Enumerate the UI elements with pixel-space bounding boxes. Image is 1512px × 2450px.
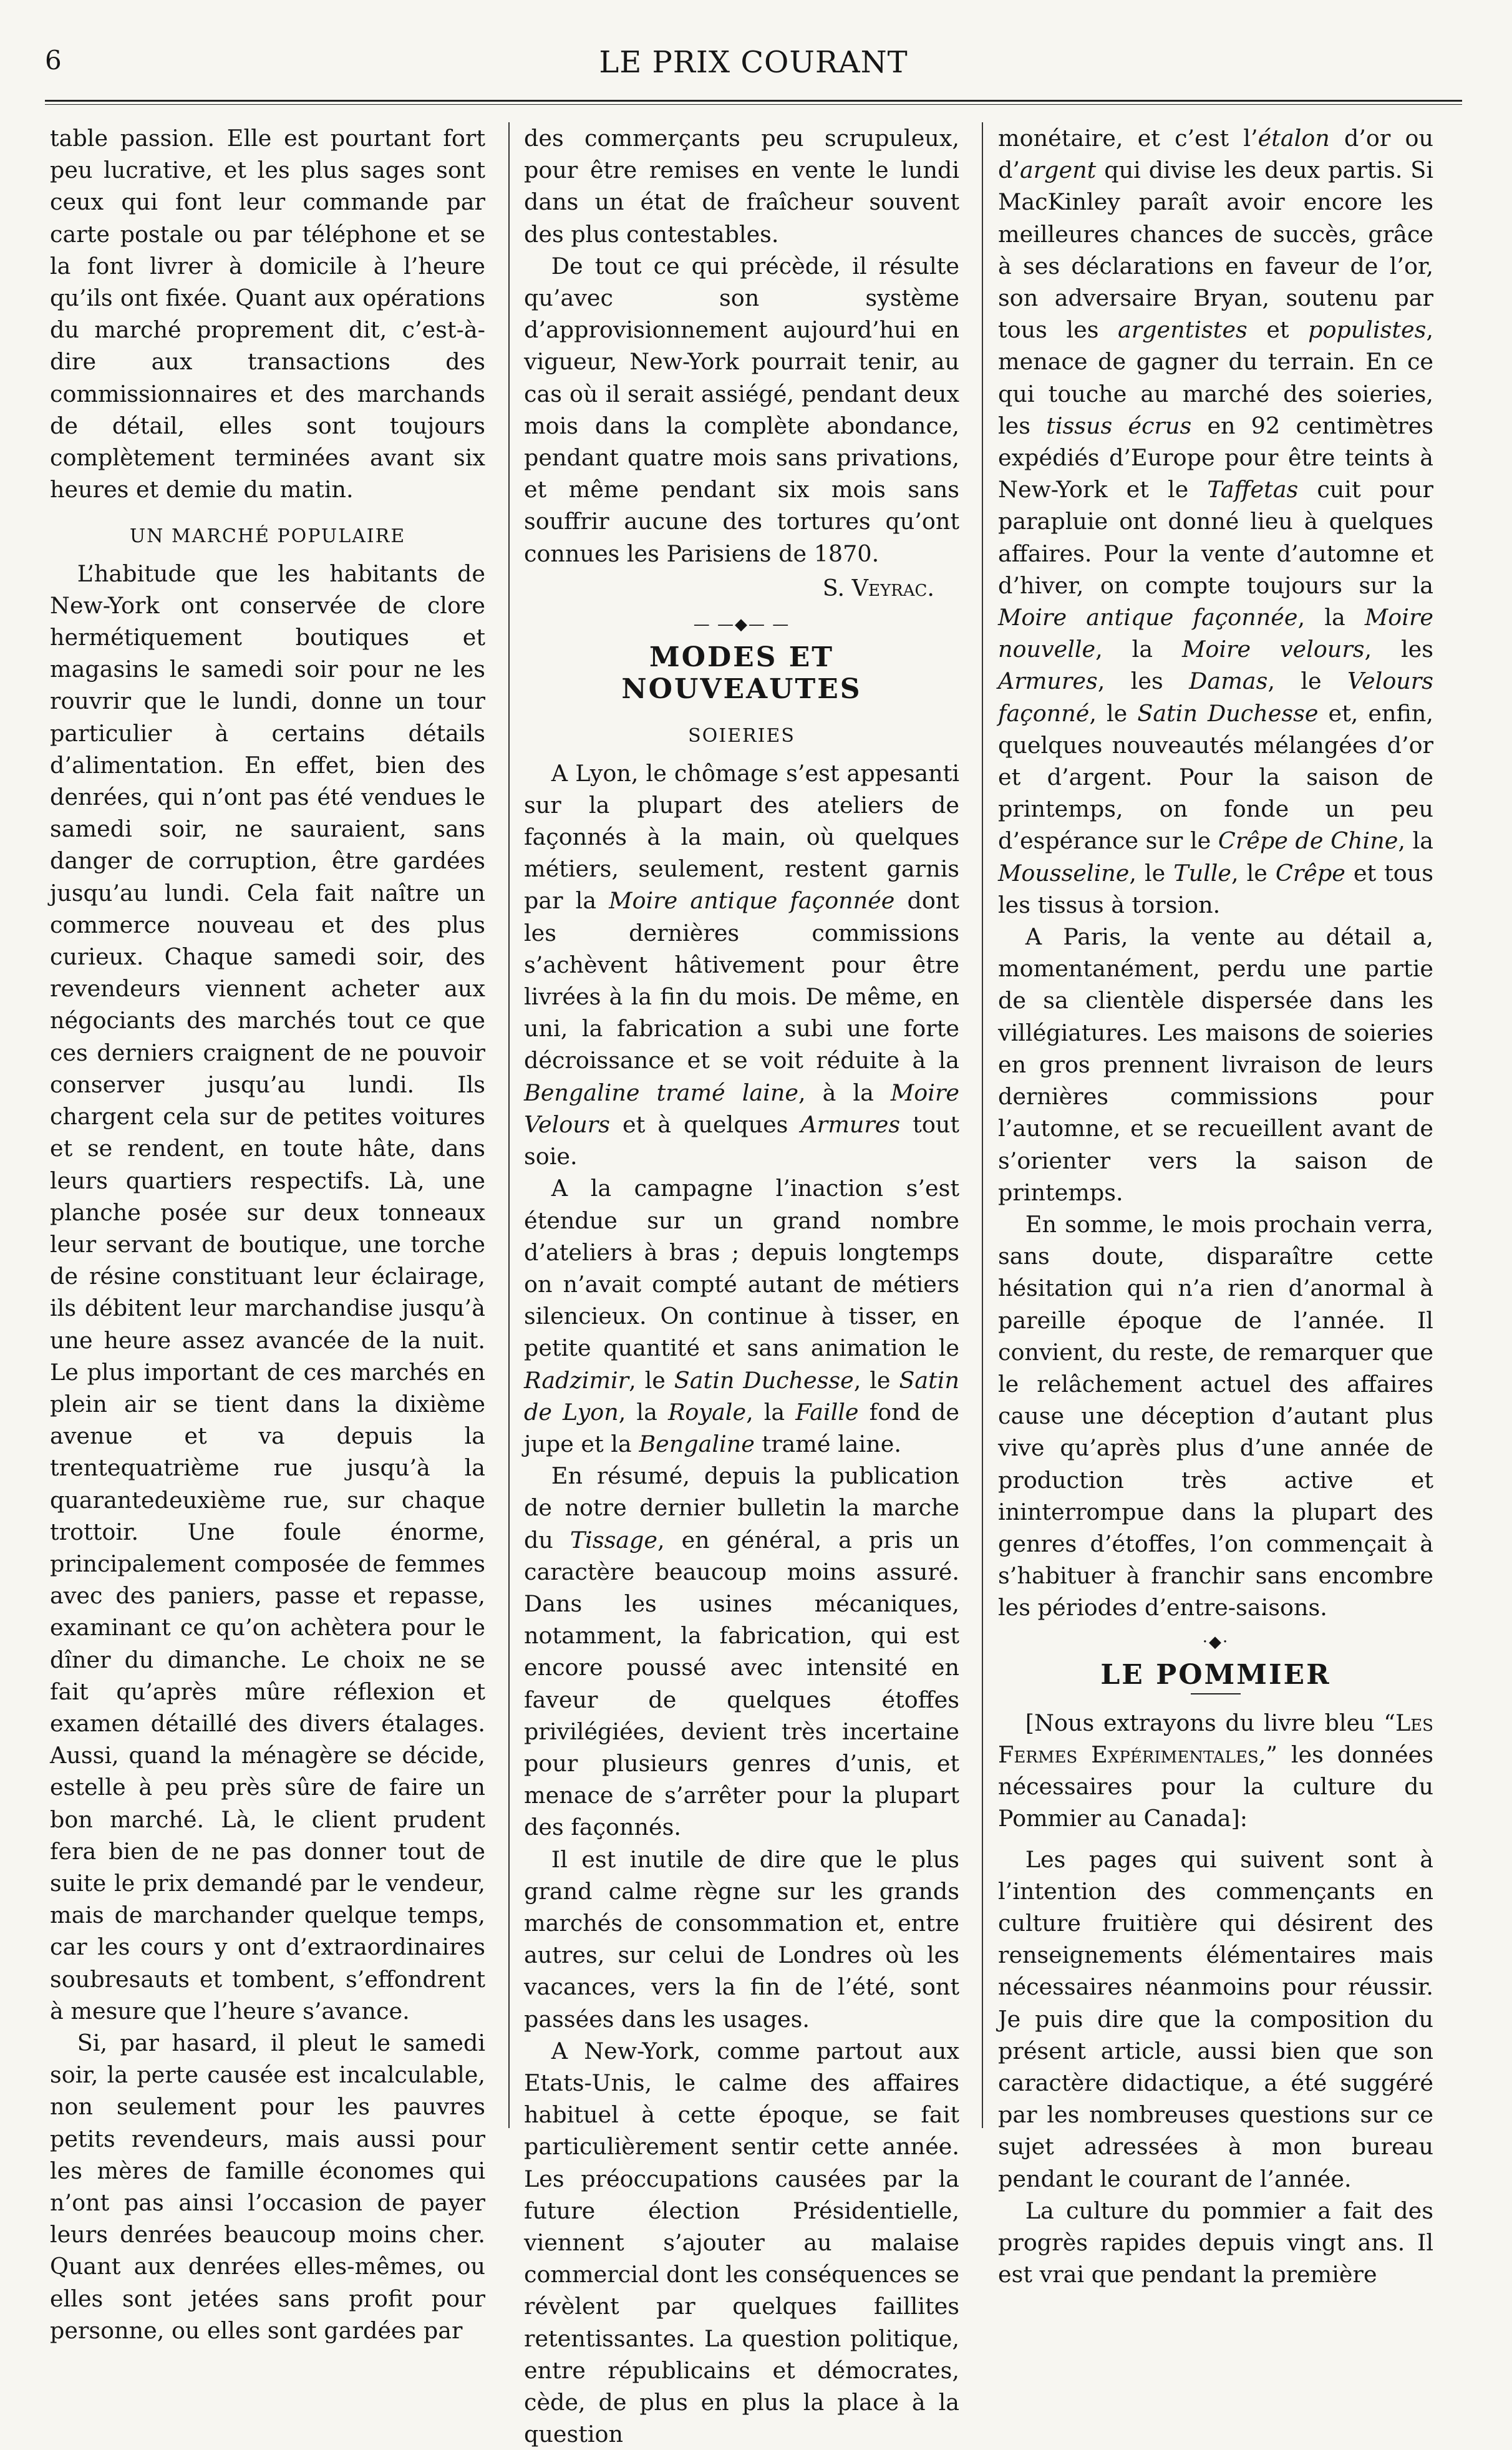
paragraph: A New-York, comme partout aux Etats-Unis, le calme des affaires habituel à cette époque, se fait particulièrement sentir cette année. Les préoccupations causées par la future élection Présidentielle, viennent s’ajouter au malaise commercial dont les conséquences se révèlent par quelques faillites retentissantes. La question politique, entre républicains et démocrates, cède, de plus en plus la place à la question — [524, 2037, 959, 2448]
ornament-divider: ·◆· — [1202, 1632, 1229, 1651]
paragraph: L’habitude que les habitants de New-York ont conservée de clore hermétiquement boutiques et magasins le samedi soir pour ne les rouvrir que le lundi, donne un tour particulier à certains détails d’alimentation. En effet, bien des denrées, qui n’ont pas été vendues le samedi soir, ne sauraient, sans danger de corruption, être gardées jusqu’au lundi. Cela fait naître un commerce nouveau et des plus curieux. Chaque samedi soir, des revendeurs viennent acheter aux négociants des marchés tout ce que ces derniers craignent de ne pouvoir conserver jusqu’au lundi. Ils chargent cela sur de petites voitures et se rendent, en toute hâte, dans leurs quartiers respectifs. Là, une planche posée sur deux tonneaux leur servant de boutique, une torche de résine constituant leur éclairage, ils débitent leur marchandise jusqu’à une heure assez avancée de la nuit. Le plus important de ces marchés en plein air se tient dans la dixième avenue et va depuis la trentequatrième rue jusqu’à la quarantedeuxième rue, sur chaque trottoir. Une foule énorme, principalement composée de femmes avec des paniers, passe et repasse, examinant ce qu’on achètera pour le dîner du dimanche. Le choix ne se fait qu’après mûre réflexion et examen détaillé des divers étalages. Aussi, quand la ménagère se décide, estelle à peu près sûre de faire un bon marché. Là, le client prudent fera bien de ne pas donner tout de suite le prix demandé par le vendeur, mais de marchander quelque temps, car les cours y ont d’extraordinaires soubresauts et tombent, s’effondrent à mesure que l’heure s’avance. — [50, 560, 485, 2025]
column-divider — [982, 122, 983, 2128]
paragraph: La culture du pommier a fait des progrès rapides depuis vingt ans. Il est vrai que pendant la première — [998, 2197, 1433, 2288]
journal-title: LE PRIX COURANT — [599, 45, 908, 80]
column-1 — [50, 122, 485, 2344]
paragraph: Il est inutile de dire que le plus grand calme règne sur les grands marchés de consommation et, entre autres, sur celui de Londres où les vacances, vers la fin de l’été, sont passées dans les usages. — [524, 1845, 959, 2033]
column-2 — [524, 122, 959, 2448]
page-number: 6 — [45, 45, 62, 75]
author-signature: S. Veyrac. — [822, 574, 934, 601]
column-divider — [508, 122, 510, 2128]
paragraph: Si, par hasard, il pleut le samedi soir, la perte causée est incalculable, non seulement pour les pauvres petits revendeurs, mais aussi pour les mères de famille économes qui n’ont pas ainsi l’occasion de payer leurs denrées beaucoup moins cher. Quant aux denrées elles-mêmes, ou elles sont jetées sans profit pour personne, ou elles sont gardées par — [50, 2029, 485, 2344]
section-title-pommier: LE POMMIER — [1100, 1658, 1331, 1691]
subheading-marche-populaire: UN MARCHÉ POPULAIRE — [129, 525, 406, 548]
section-title-modes: MODES ET NOUVEAUTES — [621, 641, 862, 706]
paragraph: En somme, le mois prochain verra, sans doute, disparaître cette hésitation qui n’a rien d’anormal à pareille époque de l’année. Il convient, du reste, de remarquer que le relâchement actuel des affaires cause une déception d’autant plus vive qu’après plus d’une année de production très active et ininterrompue dans la plupart des genres d’étoffes, l’on commençait à s’habituer à franchir sans encombre les périodes d’entre-saisons. — [998, 1210, 1433, 1621]
column-3 — [998, 122, 1434, 2288]
paragraph: Les pages qui suivent sont à l’intention des commençants en culture fruitière qui désirent des renseignements élémentaires mais nécessaires néanmoins pour réussir. Je puis dire que la composition du présent article, aussi bien que son caractère didactique, a été suggéré par les nombreuses questions sur ce sujet adressées à mon bureau pendant le courant de l’année. — [998, 1845, 1433, 2192]
paragraph: A Lyon, le chômage s’est appesanti sur la plupart des ateliers de façonnés à la main, où quelques métiers, seulement, restent garnis par la Moire antique façonnée dont les dernières commissions s’achèvent hâtivement pour être livrées à la fin du mois. De même, en uni, la fabrication a subi une forte décroissance et se voit réduite à la Bengaline tramé laine, à la Moire Velours et à quelques Armures tout soie. — [524, 759, 959, 1170]
subheading-soieries: SOIERIES — [688, 725, 795, 747]
header-rule — [45, 100, 1462, 105]
paragraph: A Paris, la vente au détail a, momentanément, perdu une partie de sa clientèle dispersée dans les villégiatures. Les maisons de soieries en gros prennent livraison de leurs dernières commissions pour l’automne, et se recueillent avant de s’orienter vers la saison de printemps. — [998, 923, 1433, 1206]
paragraph: table passion. Elle est pourtant fort peu lucrative, et les plus sages sont ceux qui font leur commande par carte postale ou par téléphone et se la font livrer à domicile à l’heure qu’ils ont fixée. Quant aux opérations du marché proprement dit, c’est-à-dire aux transactions des commissionnaires et des marchands de détail, elles sont toujours complètement terminées avant six heures et demie du matin. — [50, 125, 485, 503]
paragraph: A la campagne l’inaction s’est étendue sur un grand nombre d’ateliers à bras ; depuis longtemps on n’avait compté autant de métiers silencieux. On continue à tisser, en petite quantité et sans animation le Radzimir, le Satin Duchesse, le Satin de Lyon, la Royale, la Faille fond de jupe et la Bengaline tramé laine. — [524, 1175, 959, 1457]
editorial-intro: [Nous extrayons du livre bleu “Les Fermes Expérimentales,” les données nécessaires pour la culture du Pommier au Canada]: — [998, 1709, 1433, 1832]
ornament-divider: — —◆— — — [693, 615, 790, 634]
paragraph: De tout ce qui précède, il résulte qu’avec son système d’approvisionnement aujourd’hui en vigueur, New-York pourrait tenir, au cas où il serait assiégé, pendant deux mois dans la complète abondance, pendant quatre mois sans privations, et même pendant six mois sans souffrir aucune des tortures qu’ont connues les Parisiens de 1870. — [524, 252, 959, 567]
title-rule — [1191, 1693, 1241, 1694]
running-head — [45, 45, 1462, 90]
paragraph: monétaire, et c’est l’étalon d’or ou d’argent qui divise les deux partis. Si MacKinley paraît avoir encore les meilleures chances de succès, grâce à ses déclarations en faveur de l’or, son adversaire Bryan, soutenu par tous les argentistes et populistes, menace de gagner du terrain. En ce qui touche au marché des soieries, les tissus écrus en 92 centimètres expédiés d’Europe pour être teints à New-York et le Taffetas cuit pour parapluie ont donné lieu à quelques affaires. Pour la vente d’automne et d’hiver, on compte toujours sur la Moire antique façonnée, la Moire nouvelle, la Moire velours, les Armures, les Damas, le Velours façonné, le Satin Duchesse et, enfin, quelques nouveautés mélangées d’or et d’argent. Pour la saison de printemps, on fonde un peu d’espérance sur le Crêpe de Chine, la Mousseline, le Tulle, le Crêpe et tous les tissus à torsion. — [998, 125, 1434, 918]
paragraph: des commerçants peu scrupuleux, pour être remises en vente le lundi dans un état de fraîcheur souvent des plus contestables. — [524, 125, 959, 248]
paragraph: En résumé, depuis la publication de notre dernier bulletin la marche du Tissage, en général, a pris un caractère beaucoup moins assuré. Dans les usines mécaniques, notamment, la fabrication, qui est encore poussé avec intensité en faveur de quelques étoffes privilégiées, devient très incertaine pour plusieurs genres d’unis, et menace de s’arrêter pour la plupart des façonnés. — [524, 1462, 959, 1841]
